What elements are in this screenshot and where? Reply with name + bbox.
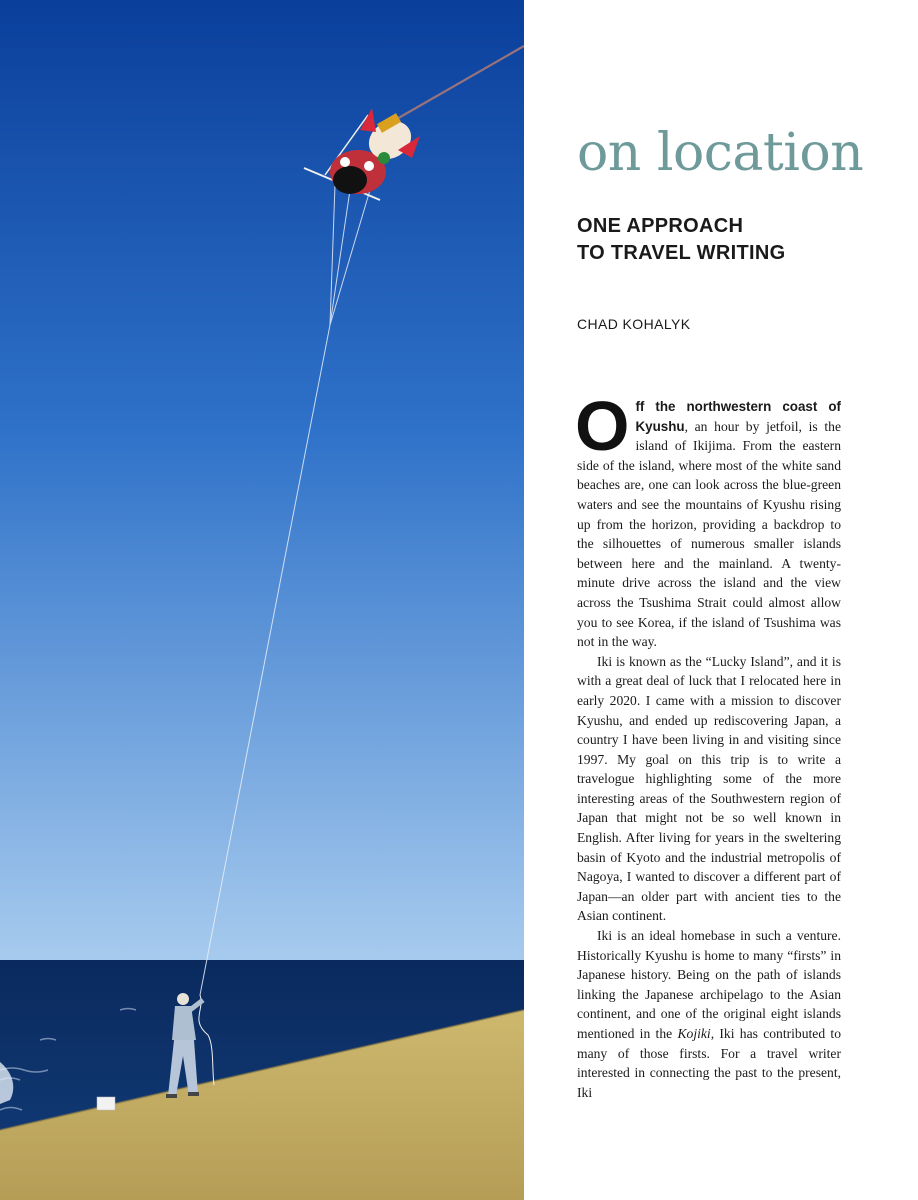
- paragraph-3-text-a: Iki is an ideal homebase in such a venture. Historically Kyushu is home to many “firsts” in Japanese history. Being on the path of islands linking the Japanese archipelago to the Asian continent, and one of the original eight islands mentioned in the: [577, 928, 841, 1041]
- paragraph-3-text-b: , Iki has contributed to many of those firsts. For a travel writer interested in connecting the past to the present, Iki: [577, 1026, 841, 1100]
- lead-in-part-1: ff the northwestern coast of: [635, 399, 841, 414]
- paragraph-1: [575, 387, 841, 652]
- paragraph-2: Iki is known as the “Lucky Island”, and it is with a great deal of luck that I relocated here in early 2020. I came with a mission to discover Kyushu, and ended up rediscovering Japan, a country I have been living in and visiting since 1997. My goal on this trip is to write a travelogue highlighting some of the more interesting areas of the Southwestern region of Japan that might not be so well known in English. After living for years in the sweltering basin of Kyoto and the industrial metropolis of Nagoya, I wanted to discover a different part of Japan—an older part with ancient ties to the Asian continent.: [577, 653, 841, 924]
- subtitle-line-2: TO TRAVEL WRITING: [577, 242, 786, 264]
- kojiki-title: Kojiki: [677, 1026, 711, 1041]
- drop-cap: O: [575, 387, 630, 465]
- sky: [0, 0, 524, 962]
- subtitle-line-1: ONE APPROACH: [577, 215, 744, 237]
- article-body: [575, 387, 841, 1102]
- bag: [97, 1097, 115, 1110]
- section-title: on location: [577, 123, 864, 183]
- lead-in-part-2: Kyushu: [635, 418, 685, 434]
- article-subtitle: [577, 213, 841, 267]
- author-byline: CHAD KOHALYK: [577, 316, 691, 332]
- paragraph-1-text: , an hour by jetfoil, is the island of Ikijima. From the eastern side of the island, where most of the white sand beaches are, one can look across the blue-green waters and see the mountains of Kyushu rising up from the horizon, providing a backdrop to the silhouettes of numerous smaller islands between here and the mainland. A twenty-minute drive across the island and the view across the Tsushima Strait could almost allow you to see Korea, if the island of Tsushima was not in the way.: [577, 418, 841, 650]
- paragraph-3: [577, 926, 841, 1102]
